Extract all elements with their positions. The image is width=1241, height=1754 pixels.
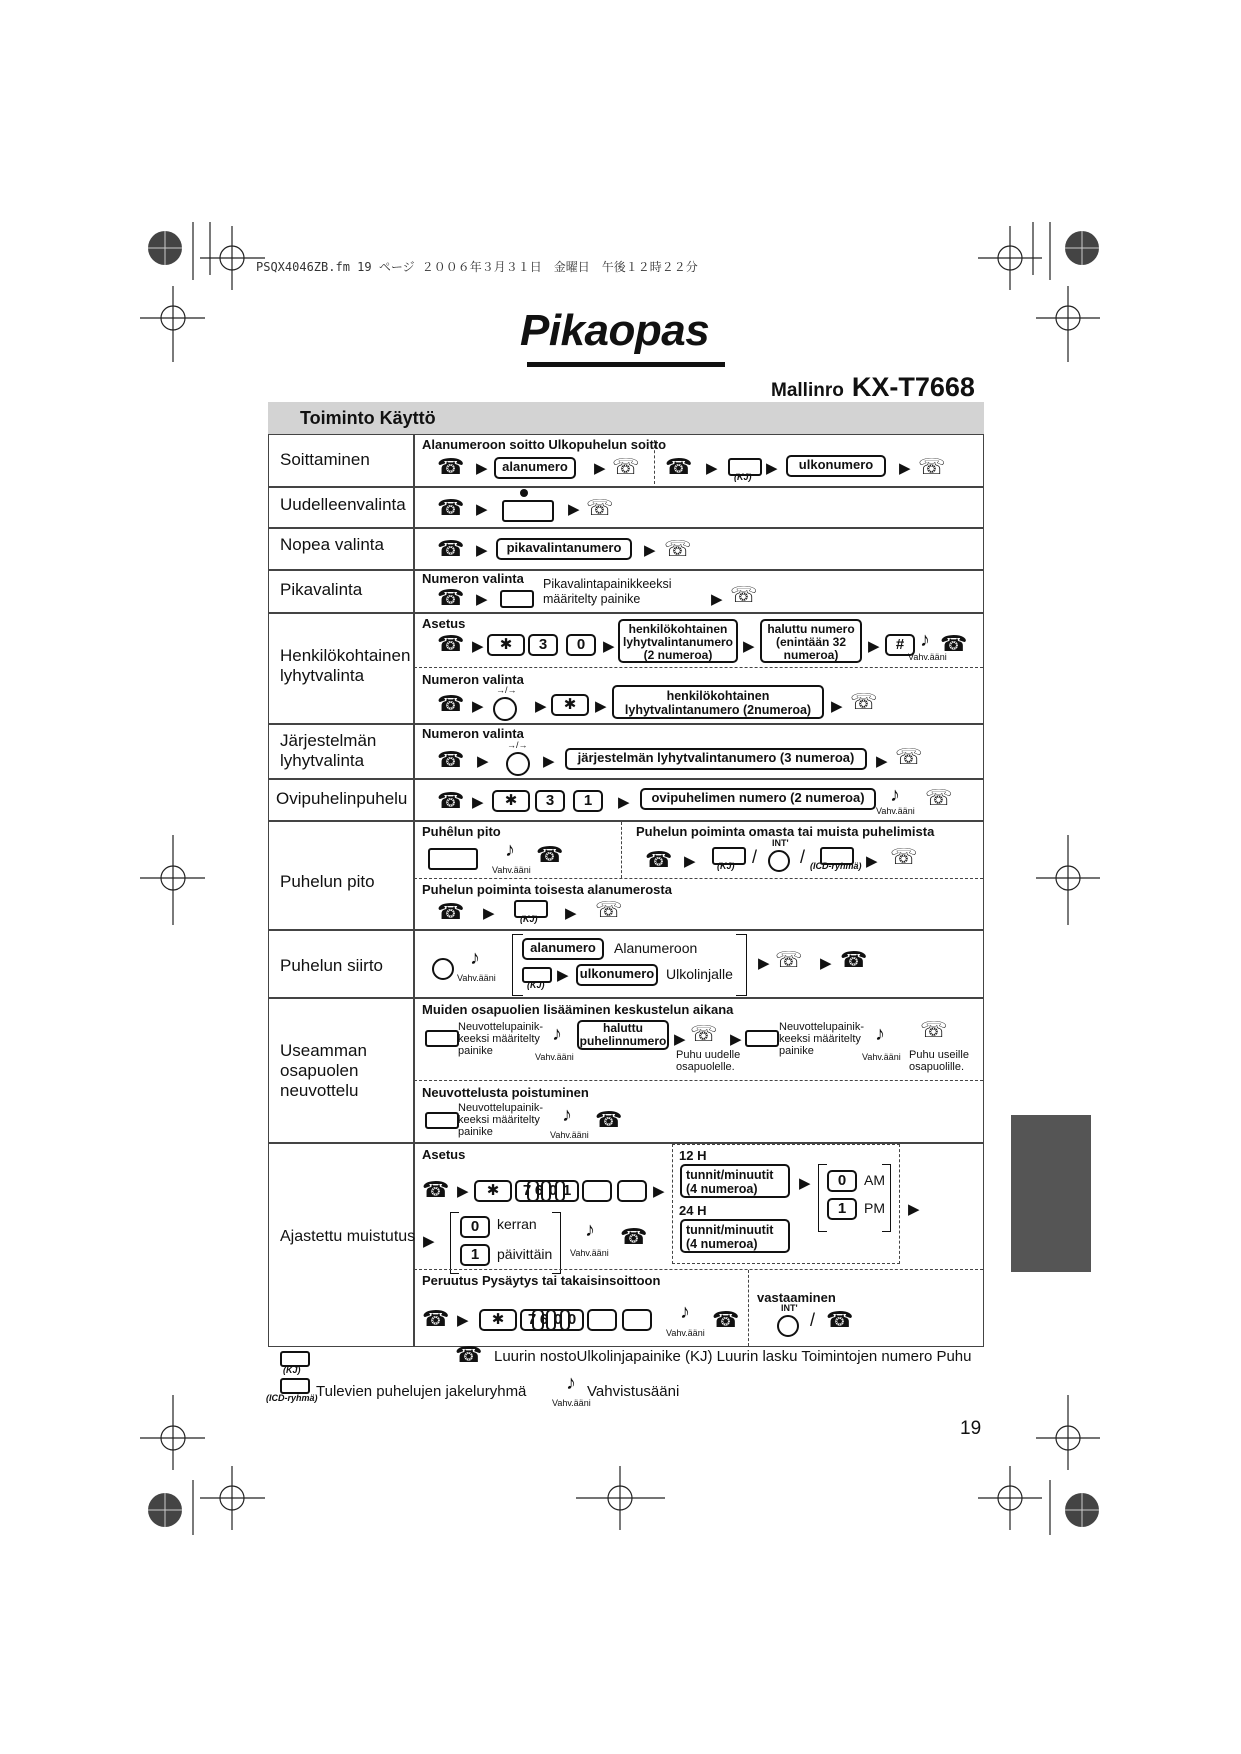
text-ulkolinjalle: Ulkolinjalle <box>666 966 733 982</box>
bracket-left <box>450 1212 459 1274</box>
key-star: ✱ <box>551 694 589 716</box>
handset-up-icon: ☎ <box>437 454 465 479</box>
conference-button-icon <box>425 1030 459 1047</box>
model-number: KX-T7668 <box>851 372 975 402</box>
key-blank <box>622 1309 652 1331</box>
arrow-icon: ▶ <box>476 501 488 518</box>
arrow-icon: ▶ <box>908 1201 920 1218</box>
key-hash: # <box>885 634 915 656</box>
intercom-button-icon <box>768 850 790 872</box>
arrow-icon: ▶ <box>423 1233 435 1250</box>
key-blank <box>617 1180 647 1202</box>
sub-asetus: Asetus <box>422 616 466 631</box>
arrow-icon: ▶ <box>472 794 484 811</box>
arrow-icon: ▶ <box>831 698 843 715</box>
redial-button-icon <box>502 500 554 522</box>
intercom-button-icon <box>777 1315 799 1337</box>
vahv-label: Vahv.ääni <box>862 1052 901 1062</box>
talk-icon: ☏ <box>925 785 953 810</box>
confirm-tone-icon: ♪ <box>562 1104 572 1126</box>
handset-up-icon: ☎ <box>422 1306 450 1331</box>
arrow-icon: ▶ <box>674 1031 686 1048</box>
arrow-icon: ▶ <box>457 1312 469 1329</box>
arrow-icon: ▶ <box>644 542 656 559</box>
table-header <box>268 402 984 435</box>
slash: / <box>800 847 806 867</box>
row-divider <box>268 723 984 725</box>
text-puhu-useille: Puhu useille osapuolille. <box>909 1049 969 1073</box>
vahv-label: Vahv.ääni <box>550 1130 589 1140</box>
vahv-label: Vahv.ääni <box>552 1398 591 1408</box>
fn-puhelun-pito: Puhelun pito <box>280 872 375 891</box>
note-pikavalinta: Pikavalintapainikkeeksi määritelty painike <box>543 577 672 606</box>
key-star: ✱ <box>492 790 530 812</box>
arrow-icon: ▶ <box>457 1183 469 1200</box>
confirm-tone-icon: ♪ <box>890 784 900 806</box>
box-alanumero: alanumero <box>494 457 576 479</box>
sub-poiminta-omasta: Puhelun poiminta omasta tai muista puhelimista <box>636 824 935 839</box>
arrow-icon: ▶ <box>477 753 489 770</box>
confirm-tone-icon: ♪ <box>585 1219 595 1241</box>
arrow-icon: ▶ <box>743 638 755 655</box>
arrow-icon: ▶ <box>899 460 911 477</box>
handset-up-icon: ☎ <box>437 691 465 716</box>
talk-icon: ☏ <box>664 536 692 561</box>
vahv-label: Vahv.ääni <box>666 1328 705 1338</box>
key-1: 1 <box>460 1244 490 1266</box>
sub-muiden-osapuolien: Muiden osapuolien lisääminen keskustelun aikana <box>422 1002 734 1017</box>
confirm-tone-icon: ♪ <box>470 947 480 969</box>
vahv-label: Vahv.ääni <box>570 1248 609 1258</box>
autodial-arrow-icon: →/→ <box>496 685 517 695</box>
vahv-label: Vahv.ääni <box>457 973 496 983</box>
icd-label: (ICD-ryhmä) <box>810 861 862 871</box>
talk-icon: ☏ <box>850 689 878 714</box>
row-divider <box>268 929 984 931</box>
sub-pikavalinta: Numeron valinta <box>422 571 524 586</box>
confirm-tone-icon: ♪ <box>505 839 515 861</box>
redial-dot-icon <box>520 489 528 497</box>
arrow-icon: ▶ <box>766 460 778 477</box>
text-puhu-uudelle: Puhu uudelle osapuolelle. <box>676 1049 741 1073</box>
label-kerran: kerran <box>497 1216 537 1232</box>
talk-icon: ☏ <box>895 744 923 769</box>
confirm-tone-icon: ♪ <box>552 1023 562 1045</box>
sub-vastaaminen: vastaaminen <box>757 1290 836 1305</box>
slash: / <box>752 847 758 867</box>
arrow-icon: ▶ <box>472 698 484 715</box>
handset-up-icon: ☎ <box>826 1307 854 1332</box>
handset-down-icon: ☎ <box>940 631 968 656</box>
box-tunnit-24h: tunnit/minuutit (4 numeroa) <box>680 1219 790 1253</box>
talk-icon: ☏ <box>612 454 640 479</box>
dashed-divider <box>414 1269 983 1270</box>
talk-icon: ☏ <box>730 582 758 607</box>
handset-up-icon: ☎ <box>437 495 465 520</box>
arrow-icon: ▶ <box>820 955 832 972</box>
title-underline <box>527 362 725 367</box>
key-3: 3 <box>528 634 558 656</box>
kj-label: (KJ) <box>527 980 545 990</box>
key-star: ✱ <box>479 1309 517 1331</box>
arrow-icon: ▶ <box>483 905 495 922</box>
fn-nopea-valinta: Nopea valinta <box>280 535 384 554</box>
arrow-icon: ▶ <box>706 460 718 477</box>
label-am: AM <box>864 1172 885 1188</box>
handset-down-icon: ☎ <box>712 1307 740 1332</box>
confirm-tone-icon: ♪ <box>875 1023 885 1045</box>
arrow-icon: ▶ <box>476 591 488 608</box>
box-henk-numero: henkilökohtainen lyhytvalintanumero (2 numeroa) <box>618 619 738 663</box>
autodial-button-icon <box>493 697 517 721</box>
fn-pikavalinta: Pikavalinta <box>280 580 363 599</box>
vahv-label: Vahv.ääni <box>908 652 947 662</box>
kj-label: (KJ) <box>283 1365 301 1375</box>
key-0: 0 <box>541 1180 565 1202</box>
talk-icon: ☏ <box>920 1017 948 1042</box>
box-alanumero: alanumero <box>522 938 604 960</box>
key-3: 3 <box>535 790 565 812</box>
arrow-icon: ▶ <box>595 698 607 715</box>
box-ulkonumero: ulkonumero <box>786 455 886 477</box>
handset-down-icon: ☎ <box>620 1224 648 1249</box>
confirm-tone-icon: ♪ <box>680 1301 690 1323</box>
arrow-icon: ▶ <box>758 955 770 972</box>
kj-label: (KJ) <box>717 861 735 871</box>
kj-label: (KJ) <box>734 472 752 482</box>
label-paivittain: päivittäin <box>497 1246 553 1262</box>
box-tunnit-12h: tunnit/minuutit (4 numeroa) <box>680 1164 790 1198</box>
section-tab <box>1011 1115 1091 1272</box>
box-henk-numero-2: henkilökohtainen lyhytvalintanumero (2numeroa) <box>612 685 824 719</box>
talk-icon: ☏ <box>775 947 803 972</box>
arrow-icon: ▶ <box>730 1031 742 1048</box>
autodial-button-icon <box>506 752 530 776</box>
key-1: 1 <box>555 1180 579 1202</box>
page-number: 19 <box>960 1418 982 1439</box>
note-neuvottelupainike-2: Neuvottelupainik-keeksi määritelty painike <box>779 1021 864 1057</box>
handset-up-icon: ☎ <box>422 1177 450 1202</box>
transfer-button-icon <box>432 958 454 980</box>
talk-icon: ☏ <box>595 897 623 922</box>
fn-henkilokohtainen: Henkilökohtainen lyhytvalinta <box>280 646 411 685</box>
legend-confirm: Vahvistusääni <box>587 1383 680 1400</box>
handset-up-icon: ☎ <box>455 1342 483 1367</box>
arrow-icon: ▶ <box>476 542 488 559</box>
legend-line2: Tulevien puhelujen jakeluryhmä <box>316 1383 527 1400</box>
arrow-icon: ▶ <box>543 753 555 770</box>
key-star: ✱ <box>474 1180 512 1202</box>
slash: / <box>810 1310 816 1330</box>
fn-soittaminen: Soittaminen <box>280 450 370 469</box>
dashed-divider <box>621 822 622 878</box>
sub-soittaminen: Alanumeroon soitto Ulkopuhelun soitto <box>422 437 667 452</box>
key-0: 0 <box>460 1216 490 1238</box>
handset-up-icon: ☎ <box>437 631 465 656</box>
confirm-tone-icon: ♪ <box>920 629 930 651</box>
box-pikavalintanumero: pikavalintanumero <box>496 538 632 560</box>
row-divider <box>268 569 984 571</box>
dashed-divider <box>654 440 655 484</box>
bracket-right <box>552 1212 561 1274</box>
text-alanumeroon: Alanumeroon <box>614 940 698 956</box>
talk-icon: ☏ <box>586 495 614 520</box>
arrow-icon: ▶ <box>472 638 484 655</box>
sub-numeron-valinta: Numeron valinta <box>422 672 524 687</box>
key-6: 6 <box>532 1309 556 1331</box>
arrow-icon: ▶ <box>876 753 888 770</box>
conference-button-icon <box>425 1112 459 1129</box>
handset-up-icon: ☎ <box>665 454 693 479</box>
dashed-divider <box>414 667 983 668</box>
dashed-divider <box>748 1270 749 1346</box>
handset-up-icon: ☎ <box>437 536 465 561</box>
handset-up-icon: ☎ <box>437 585 465 610</box>
kj-label: (KJ) <box>520 914 538 924</box>
arrow-icon: ▶ <box>535 698 547 715</box>
arrow-icon: ▶ <box>684 853 696 870</box>
sub-puhelun-pito: Puhêlun pito <box>422 824 501 839</box>
arrow-icon: ▶ <box>557 967 569 984</box>
confirm-tone-icon: ♪ <box>566 1372 576 1394</box>
fn-neuvottelu: Useamman osapuolen neuvottelu <box>280 1041 367 1100</box>
icd-button-icon <box>280 1378 310 1394</box>
note-neuvottelupainike: Neuvottelupainik-keeksi määritelty painike <box>458 1021 543 1057</box>
handset-down-icon: ☎ <box>840 947 868 972</box>
handset-up-icon: ☎ <box>645 847 673 872</box>
fn-ajastettu-muistutus: Ajastettu muistutus <box>280 1228 416 1245</box>
key-0: 0 <box>546 1309 570 1331</box>
handset-down-icon: ☎ <box>595 1107 623 1132</box>
bracket-right <box>736 934 747 996</box>
note-neuvottelupainike-3: Neuvottelupainik-keeksi määritelty painike <box>458 1102 543 1138</box>
bracket-left <box>818 1164 827 1232</box>
arrow-icon: ▶ <box>868 638 880 655</box>
key-blank <box>582 1180 612 1202</box>
vahv-label: Vahv.ääni <box>535 1052 574 1062</box>
row-divider <box>268 820 984 822</box>
bracket-right <box>882 1164 891 1232</box>
speed-dial-button-icon <box>500 590 534 608</box>
sub-poiminta-toisesta: Puhelun poiminta toisesta alanumerosta <box>422 882 672 897</box>
arrow-icon: ▶ <box>476 460 488 477</box>
label-12h: 12 H <box>679 1148 707 1163</box>
vahv-label: Vahv.ääni <box>492 865 531 875</box>
int-label: INT' <box>772 838 789 848</box>
dashed-divider <box>414 878 983 879</box>
key-7: 7 <box>515 1180 539 1202</box>
legend-line1: Luurin nostoUlkolinjapainike (KJ) Luurin lasku Toimintojen numero Puhu <box>494 1348 972 1365</box>
arrow-icon: ▶ <box>799 1175 811 1192</box>
arrow-icon: ▶ <box>618 794 630 811</box>
box-haluttu-numero: haluttu numero (enintään 32 numeroa) <box>760 619 862 663</box>
key-7: 7 <box>520 1309 544 1331</box>
arrow-icon: ▶ <box>866 853 878 870</box>
key-0: 0 <box>827 1170 857 1192</box>
model-info <box>771 372 975 403</box>
label-24h: 24 H <box>679 1203 707 1218</box>
arrow-icon: ▶ <box>603 638 615 655</box>
arrow-icon: ▶ <box>565 905 577 922</box>
sub-asetus: Asetus <box>422 1147 466 1162</box>
sub-peruutus: Peruutus Pysäytys tai takaisinsoittoon <box>422 1273 661 1288</box>
column-divider <box>413 435 415 1347</box>
fn-ovipuhelinpuhelu: Ovipuhelinpuhelu <box>276 789 408 808</box>
arrow-icon: ▶ <box>711 591 723 608</box>
box-jarj-numero: järjestelmän lyhytvalintanumero (3 numeroa) <box>565 748 867 770</box>
box-haluttu-puhelinnumero: haluttu puhelinnumero <box>577 1020 669 1050</box>
table-header-text: Toiminto Käyttö <box>300 408 436 428</box>
row-divider <box>268 997 984 999</box>
file-header: PSQX4046ZB.fm 19 ページ ２００６年３月３１日 金曜日 午後１２時２２分 <box>256 260 698 274</box>
fn-jarjestelman: Järjestelmän lyhytvalinta <box>280 731 377 770</box>
handset-up-icon: ☎ <box>437 747 465 772</box>
vahv-label: Vahv.ääni <box>876 806 915 816</box>
talk-icon: ☏ <box>918 454 946 479</box>
talk-icon: ☏ <box>690 1021 718 1046</box>
row-divider <box>268 486 984 488</box>
arrow-icon: ▶ <box>568 501 580 518</box>
key-1: 1 <box>827 1198 857 1220</box>
box-ulkonumero: ulkonumero <box>576 964 658 986</box>
key-0: 0 <box>566 634 596 656</box>
hold-button-icon <box>428 848 478 870</box>
dashed-divider <box>414 1080 983 1081</box>
key-6: 6 <box>527 1180 551 1202</box>
box-ovipuhelin-numero: ovipuhelimen numero (2 numeroa) <box>640 788 876 810</box>
handset-up-icon: ☎ <box>437 788 465 813</box>
key-0: 0 <box>560 1309 584 1331</box>
model-label: Mallinro <box>771 380 844 401</box>
arrow-icon: ▶ <box>653 1183 665 1200</box>
key-blank <box>587 1309 617 1331</box>
handset-down-icon: ☎ <box>536 842 564 867</box>
fn-uudelleenvalinta: Uudelleenvalinta <box>280 495 406 514</box>
icd-label: (ICD-ryhmä) <box>266 1393 318 1403</box>
key-star: ✱ <box>487 634 525 656</box>
int-label: INT' <box>781 1303 798 1313</box>
label-pm: PM <box>864 1200 885 1216</box>
row-divider <box>268 527 984 529</box>
sub-neuvottelusta-poistuminen: Neuvottelusta poistuminen <box>422 1085 589 1100</box>
talk-icon: ☏ <box>890 844 918 869</box>
row-divider <box>268 612 984 614</box>
autodial-arrow-icon: →/→ <box>507 740 528 750</box>
sub-jarj: Numeron valinta <box>422 726 524 741</box>
key-1: 1 <box>573 790 603 812</box>
row-divider <box>268 778 984 780</box>
conference-button-icon <box>745 1030 779 1047</box>
handset-up-icon: ☎ <box>437 899 465 924</box>
fn-puhelun-siirto: Puhelun siirto <box>280 956 384 975</box>
page-title: Pikaopas <box>520 306 710 355</box>
arrow-icon: ▶ <box>594 460 606 477</box>
